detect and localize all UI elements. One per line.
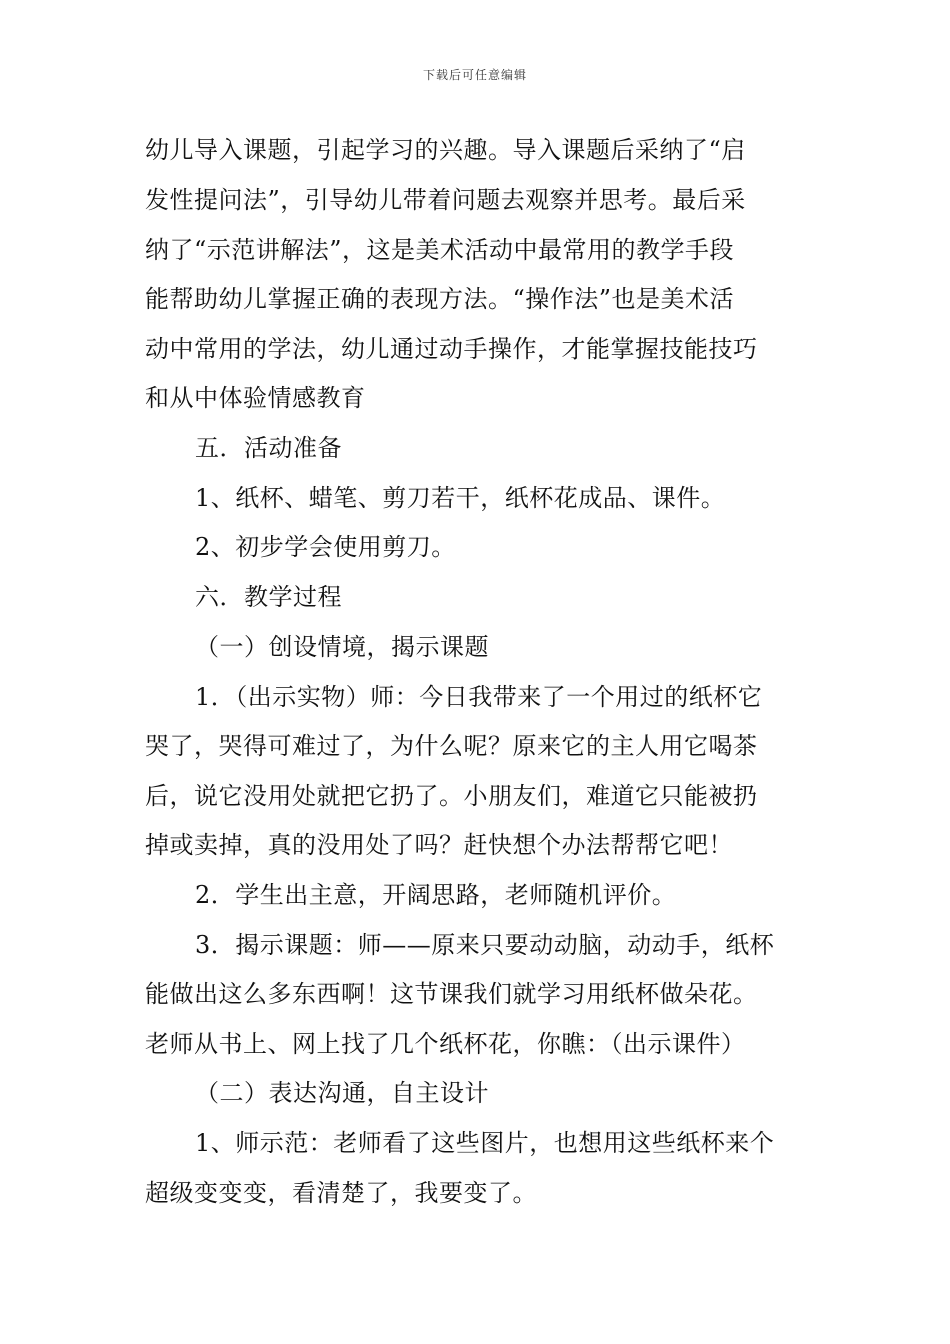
page-header: 下载后可任意编辑 [422, 68, 527, 82]
subsection-heading: （二）表达沟通，自主设计 [195, 1079, 489, 1107]
body-line: 和从中体验情感教育 [145, 384, 366, 412]
body-line: 发性提问法”，引导幼儿带着问题去观察并思考。最后采 [145, 186, 746, 214]
body-line: 2．学生出主意，开阔思路，老师随机评价。 [195, 881, 677, 909]
section-heading: 五．活动准备 [195, 434, 342, 462]
list-item: 2、初步学会使用剪刀。 [195, 533, 456, 561]
body-line: 纳了“示范讲解法”，这是美术活动中最常用的教学手段 [145, 236, 735, 264]
body-line: 3．揭示课题：师——原来只要动动脑，动动手，纸杯 [195, 931, 775, 959]
list-item: 1、纸杯、蜡笔、剪刀若干，纸杯花成品、课件。 [195, 484, 726, 512]
body-line: 幼儿导入课题，引起学习的兴趣。导入课题后采纳了“启 [145, 136, 746, 164]
body-line: 超级变变变，看清楚了，我要变了。 [145, 1179, 537, 1207]
body-line: 动中常用的学法，幼儿通过动手操作，才能掌握技能技巧 [145, 335, 758, 363]
body-line: 能做出这么多东西啊！这节课我们就学习用纸杯做朵花。 [145, 980, 758, 1008]
body-line: 1．（出示实物）师：今日我带来了一个用过的纸杯它 [195, 683, 763, 711]
body-line: 1、师示范：老师看了这些图片，也想用这些纸杯来个 [195, 1129, 775, 1157]
subsection-heading: （一）创设情境，揭示课题 [195, 633, 489, 661]
section-heading: 六．教学过程 [195, 583, 342, 611]
body-line: 能帮助幼儿掌握正确的表现方法。“操作法”也是美术活 [145, 285, 735, 313]
body-line: 掉或卖掉，真的没用处了吗？赶快想个办法帮帮它吧！ [145, 831, 733, 859]
body-line: 后，说它没用处就把它扔了。小朋友们，难道它只能被扔 [145, 782, 758, 810]
body-line: 哭了，哭得可难过了，为什么呢？原来它的主人用它喝茶 [145, 732, 758, 760]
body-line: 老师从书上、网上找了几个纸杯花，你瞧：（出示课件） [145, 1030, 746, 1058]
